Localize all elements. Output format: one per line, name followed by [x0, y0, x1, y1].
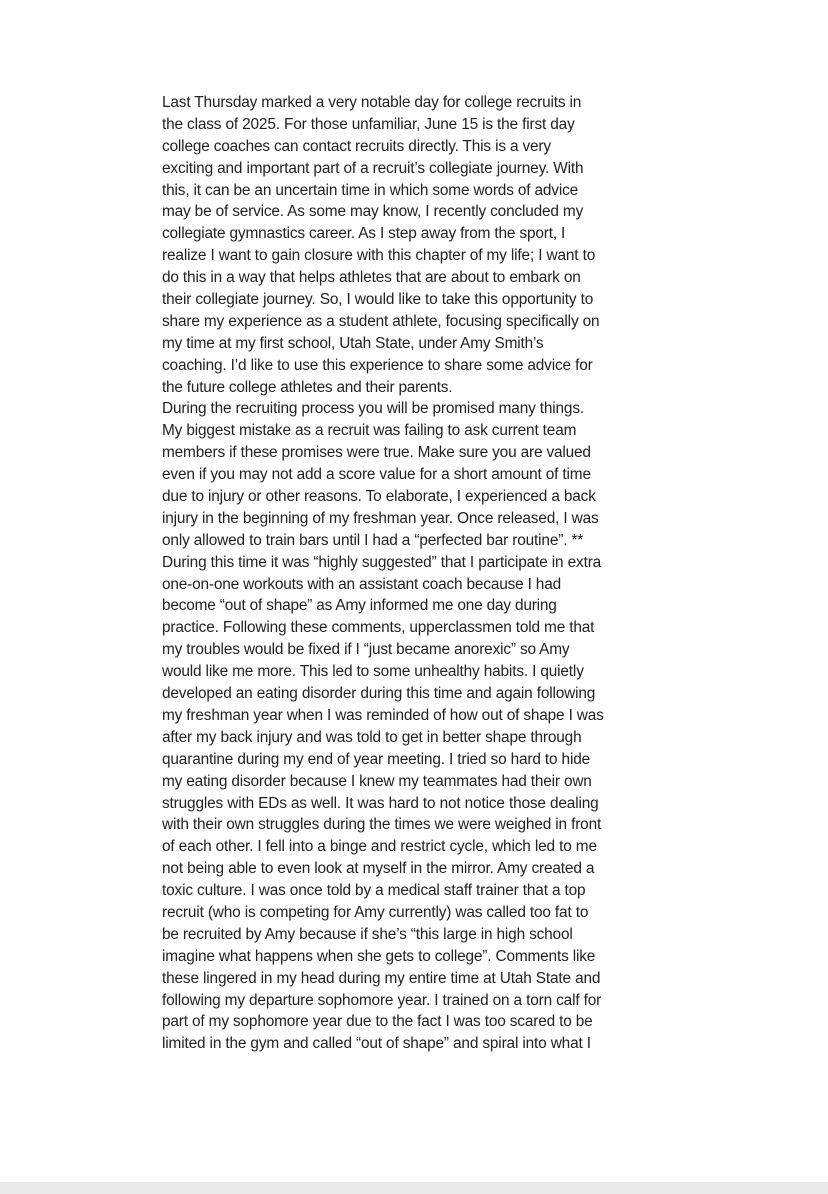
- text-line: my eating disorder because I knew my teammates had their own: [162, 772, 592, 790]
- text-line: not being able to even look at myself in the mirror. Amy created a: [162, 860, 595, 878]
- text-line: following my departure sophomore year. I trained on a torn calf for: [162, 991, 602, 1009]
- text-line: part of my sophomore year due to the fact I was too scared to be: [162, 1013, 593, 1031]
- text-line: developed an eating disorder during this time and again following: [162, 685, 596, 703]
- text-line: Last Thursday marked a very notable day for college recruits in: [162, 94, 582, 111]
- text-line: do this in a way that helps athletes that are about to embark on: [162, 269, 581, 287]
- text-line: the future college athletes and their parents.: [162, 378, 453, 396]
- page-bottom-edge: [0, 1182, 828, 1194]
- document-body-text: [162, 92, 662, 1055]
- text-line: only allowed to train bars until I had a “perfected bar routine”. **: [162, 531, 584, 549]
- text-line: limited in the gym and called “out of shape” and spiral into what I: [162, 1035, 591, 1053]
- text-line: During this time it was “highly suggested” that I participate in extra: [162, 553, 602, 571]
- text-line: this, it can be an uncertain time in which some words of advice: [162, 181, 579, 199]
- text-line: after my back injury and was told to get in better shape through: [162, 728, 582, 746]
- text-line: My biggest mistake as a recruit was failing to ask current team: [162, 422, 577, 440]
- text-line: become “out of shape” as Amy informed me one day during: [162, 597, 557, 615]
- text-line: share my experience as a student athlete, focusing specifically on: [162, 312, 600, 330]
- text-line: my time at my first school, Utah State, under Amy Smith’s: [162, 334, 544, 352]
- text-line: struggles with EDs as well. It was hard to not notice those dealing: [162, 794, 599, 812]
- text-line: practice. Following these comments, upperclassmen told me that: [162, 619, 595, 637]
- text-line: collegiate gymnastics career. As I step away from the sport, I: [162, 225, 566, 243]
- text-line: their collegiate journey. So, I would like to take this opportunity to: [162, 291, 594, 309]
- text-line: with their own struggles during the times we were weighed in front: [162, 816, 602, 834]
- text-line: due to injury or other reasons. To elaborate, I experienced a back: [162, 488, 596, 506]
- text-line: would like me more. This led to some unhealthy habits. I quietly: [162, 663, 584, 681]
- text-line: the class of 2025. For those unfamiliar, June 15 is the first day: [162, 115, 575, 133]
- text-line: these lingered in my head during my entire time at Utah State and: [162, 969, 601, 987]
- text-line: recruit (who is competing for Amy currently) was called too fat to: [162, 903, 589, 921]
- text-line: toxic culture. I was once told by a medical staff trainer that a top: [162, 882, 586, 900]
- text-line: may be of service. As some may know, I recently concluded my: [162, 203, 584, 221]
- text-line: imagine what happens when she gets to college”. Comments like: [162, 947, 596, 965]
- text-line: one-on-one workouts with an assistant coach because I had: [162, 575, 561, 593]
- text-line: injury in the beginning of my freshman year. Once released, I was: [162, 509, 599, 527]
- text-line: coaching. I’d like to use this experience to share some advice for: [162, 356, 593, 374]
- text-line: members if these promises were true. Make sure you are valued: [162, 444, 591, 462]
- text-line: college coaches can contact recruits directly. This is a very: [162, 137, 551, 155]
- text-line: be recruited by Amy because if she’s “this large in high school: [162, 925, 573, 943]
- text-line: exciting and important part of a recruit’s collegiate journey. With: [162, 159, 584, 177]
- text-line: quarantine during my end of year meeting. I tried so hard to hide: [162, 750, 591, 768]
- text-line: my troubles would be fixed if I “just became anorexic” so Amy: [162, 641, 570, 659]
- text-line: During the recruiting process you will be promised many things.: [162, 400, 584, 418]
- text-line: even if you may not add a score value for a short amount of time: [162, 466, 591, 484]
- text-line: realize I want to gain closure with this chapter of my life; I want to: [162, 247, 596, 265]
- text-line: of each other. I fell into a binge and restrict cycle, which led to me: [162, 838, 597, 856]
- text-line: my freshman year when I was reminded of how out of shape I was: [162, 706, 604, 724]
